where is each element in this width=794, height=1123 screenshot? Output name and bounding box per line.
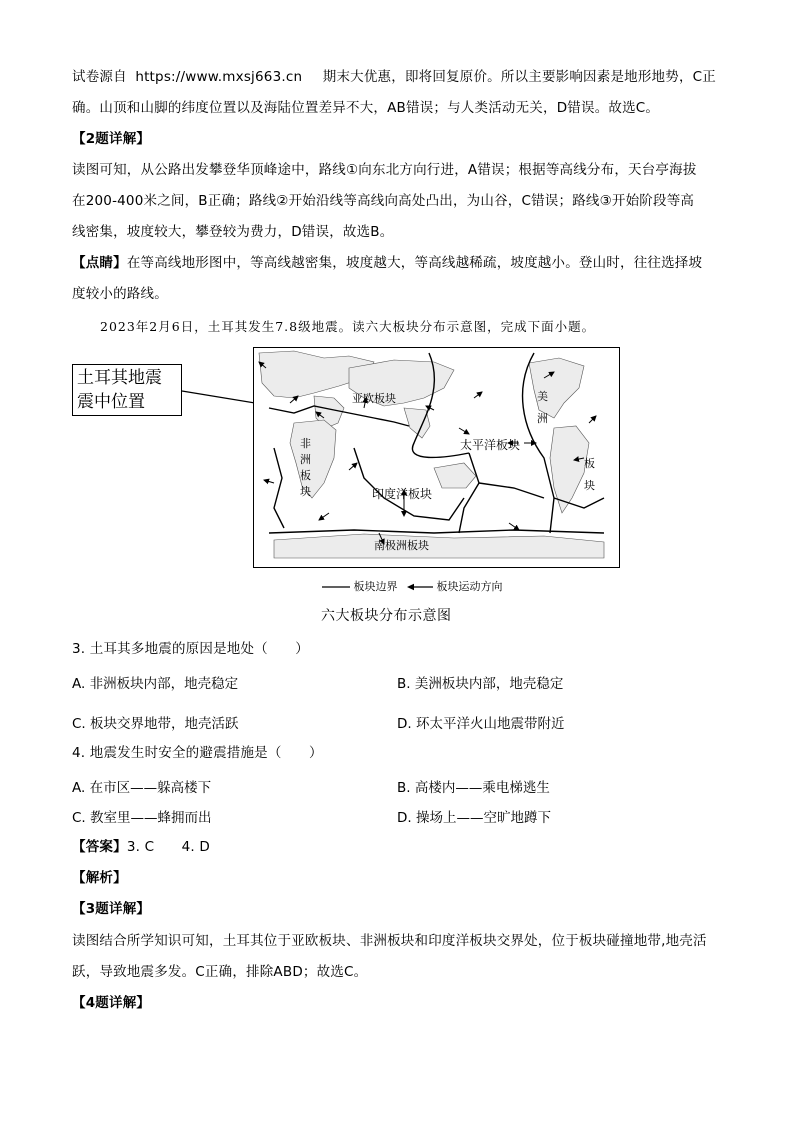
question-4-option-b[interactable]: B. 高楼内——乘电梯逃生: [397, 780, 550, 796]
label-indian-plate: 印度洋板块: [372, 487, 433, 501]
question-stem-4: 4. 地震发生时安全的避震措施是（ ）: [72, 745, 323, 761]
legend-direction: 板块运动方向: [436, 580, 503, 593]
boundary-line-icon: [322, 583, 350, 591]
answer-text: 3. C 4. D: [126, 839, 210, 855]
question-4-option-a[interactable]: A. 在市区——躲高楼下: [72, 780, 212, 796]
question-4-option-c[interactable]: C. 教室里——蜂拥而出: [72, 810, 212, 826]
figure-caption: 六大板块分布示意图: [321, 608, 452, 624]
question-4-option-d[interactable]: D. 操场上——空旷地蹲下: [397, 810, 551, 826]
label-eurasian-plate: 亚欧板块: [352, 392, 396, 405]
plate-map: [253, 347, 620, 568]
paragraph-line: 读图可知，从公路出发攀登华顶峰途中，路线①向东北方向行进，A错误；根据等高线分布，天台亭海拔: [72, 162, 697, 178]
analysis-tag: 【解析】: [72, 870, 127, 886]
label-american-plate-top: 美 洲: [537, 390, 548, 425]
legend-boundary: 板块边界: [353, 580, 398, 593]
callout-line-1: 土耳其地震: [77, 368, 162, 388]
paragraph-line: 跃，导致地震多发。C正确，排除ABD；故选C。: [72, 964, 368, 980]
question-stem-3: 3. 土耳其多地震的原因是地处（ ）: [72, 641, 309, 657]
tip-text: 在等高线地形图中，等高线越密集，坡度越大，等高线越稀疏，坡度越小。登山时，往往选择坡: [126, 255, 703, 271]
label-african-plate: 非 洲 板 块: [300, 437, 311, 498]
map-legend: [322, 578, 503, 594]
figure-intro: 2023年2月6日，土耳其发生7.8级地震。读六大板块分布示意图，完成下面小题。: [100, 319, 596, 334]
question-3-option-a[interactable]: A. 非洲板块内部，地壳稳定: [72, 676, 239, 692]
answer-tag: 【答案】: [72, 839, 127, 855]
source-label: 试卷源自: [72, 69, 127, 85]
callout-line-2: 震中位置: [77, 392, 145, 412]
section-title-q4: 【4题详解】: [72, 995, 151, 1011]
tip-tag: 【点睛】: [72, 255, 127, 271]
paragraph-line: 确。山顶和山脚的纬度位置以及海陆位置差异不大，AB错误；与人类活动无关，D错误。故选C。: [72, 100, 660, 116]
question-3-option-d[interactable]: D. 环太平洋火山地震带附近: [397, 716, 565, 732]
question-3-option-c[interactable]: C. 板块交界地带，地壳活跃: [72, 716, 239, 732]
promo-text: 期末大优惠，即将回复原价。所以主要影响因素是地形地势，C正: [322, 69, 716, 85]
paragraph-line: 线密集，坡度较大，攀登较为费力，D错误，故选B。: [72, 224, 394, 240]
question-3-option-b[interactable]: B. 美洲板块内部，地壳稳定: [397, 676, 564, 692]
paragraph-line: 度较小的路线。: [72, 286, 168, 302]
label-antarctic-plate: 南极洲板块: [374, 539, 429, 552]
section-title-q3: 【3题详解】: [72, 901, 151, 917]
section-title-q2: 【2题详解】: [72, 131, 151, 147]
answer-line: [72, 837, 210, 857]
label-american-plate-bottom: 板 块: [584, 457, 595, 492]
paragraph-line: 在200-400米之间，B正确；路线②开始沿线等高线向高处凸出，为山谷，C错误；路线③开始阶段等高: [72, 193, 695, 209]
source-url[interactable]: https://www.mxsj663.cn: [135, 69, 303, 85]
motion-arrow-icon: [407, 583, 433, 591]
paragraph-line: 读图结合所学知识可知，土耳其位于亚欧板块、非洲板块和印度洋板块交界处，位于板块碰撞地带,地壳活: [72, 933, 707, 949]
label-pacific-plate: 太平洋板块: [460, 438, 521, 452]
